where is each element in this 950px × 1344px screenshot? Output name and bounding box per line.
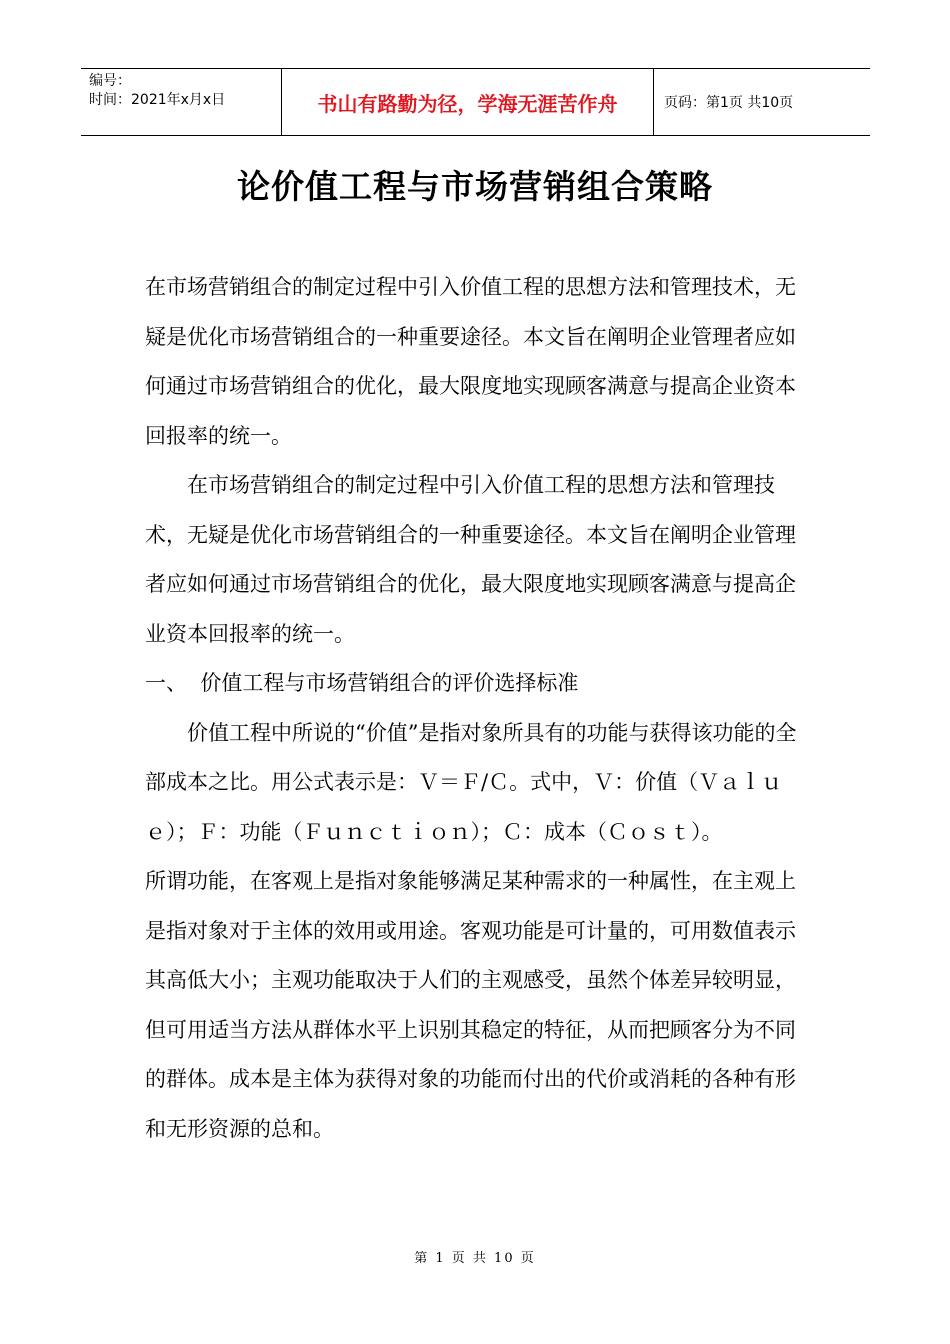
page-info: 页码：第1页 共10页: [664, 95, 794, 111]
time-label: 时间：2021年x月x日: [89, 92, 226, 108]
paragraph-abstract: 在市场营销组合的制定过程中引入价值工程的思想方法和管理技术，无疑是优化市场营销组合的一种重要途径。本文旨在阐明企业管理者应如何通过市场营销组合的优化，最大限度地实现顾客满意与提高企业资本回报率的统一。: [145, 275, 796, 448]
header-page-cell: [654, 69, 870, 135]
number-label: 编号：: [89, 73, 131, 89]
document-body: [145, 263, 810, 1154]
page-footer: 第 1 页 共 10 页: [414, 1251, 536, 1266]
paragraph-function-definition: 所谓功能，在客观上是指对象能够满足某种需求的一种属性，在主观上是指对象对于主体的效用或用途。客观功能是可计量的，可用数值表示其高低大小；主观功能取决于人们的主观感受，虽然个体差异较明显，但可用适当方法从群体水平上识别其稳定的特征，从而把顾客分为不同的群体。成本是主体为获得对象的功能而付出的代价或消耗的各种有形和无形资源的总和。: [145, 869, 796, 1141]
paragraph-value-definition: 价值工程中所说的“价值”是指对象所具有的功能与获得该功能的全部成本之比。用公式表示是：Ｖ＝Ｆ/Ｃ。式中，Ｖ：价值（Ｖａｌｕｅ）；Ｆ：功能（Ｆｕｎｃｔｉｏｎ）；Ｃ：成本（Ｃｏｓｔ）。: [145, 720, 797, 844]
header-motto-cell: [281, 69, 654, 135]
document-header: [81, 68, 870, 136]
document-title: 论价值工程与市场营销组合策略: [237, 167, 713, 206]
paragraph-intro: 在市场营销组合的制定过程中引入价值工程的思想方法和管理技术，无疑是优化市场营销组合的一种重要途径。本文旨在阐明企业管理者应如何通过市场营销组合的优化，最大限度地实现顾客满意与提高企业资本回报率的统一。: [145, 473, 796, 646]
motto-text: 书山有路勤为径，学海无涯苦作舟: [317, 91, 618, 116]
header-meta-cell: [81, 69, 281, 135]
section-heading: 一、 价值工程与市场营销组合的评价选择标准: [145, 671, 579, 695]
